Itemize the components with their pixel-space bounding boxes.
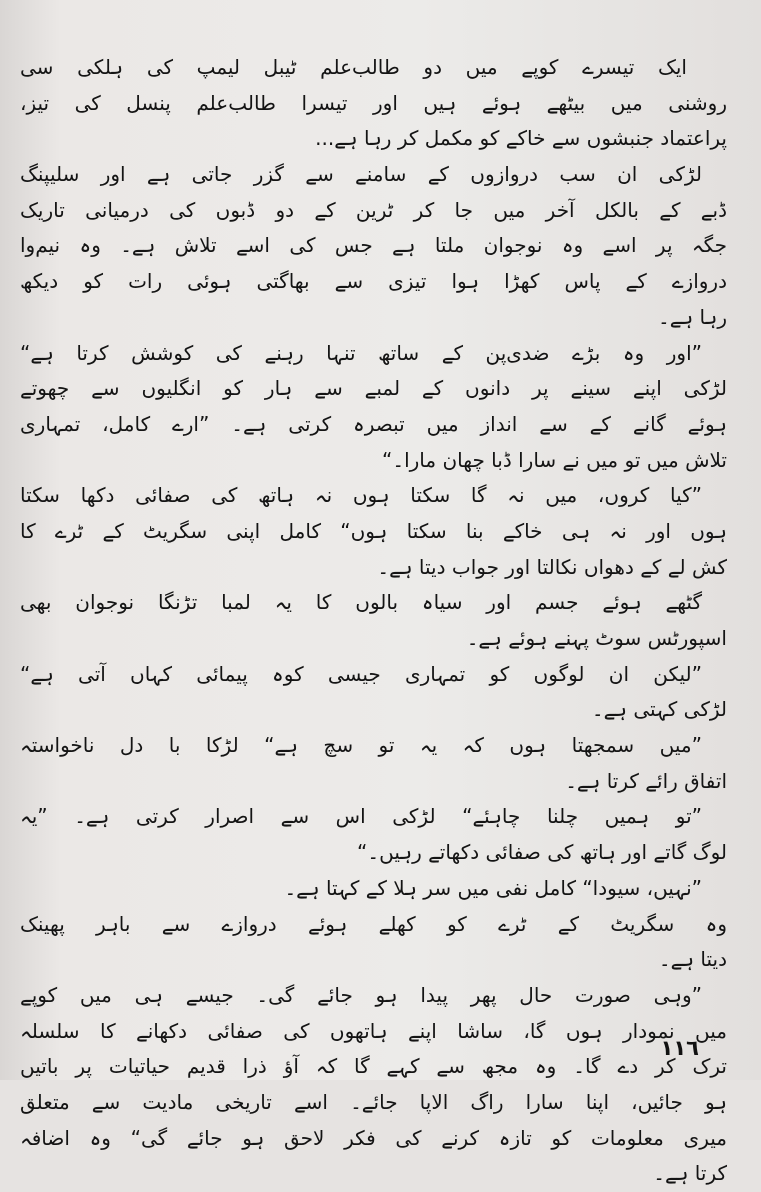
page-body-text <box>20 50 727 1192</box>
text-line: ”میں سمجھتا ہوں کہ یہ تو سچ ہے“ لڑکا با دل ناخواستہ <box>20 733 702 758</box>
text-line: لوگ گاتے اور ہاتھ کی صفائی دکھاتے رہیں۔“ <box>357 840 727 865</box>
text-line: ہوں اور نہ ہی خاکے بنا سکتا ہوں“ کامل اپنی سگریٹ کے ٹرے کا <box>20 518 727 543</box>
page-number: ١١٦ <box>660 1036 699 1060</box>
text-line: کش لے کے دھواں نکالتا اور جواب دیتا ہے۔ <box>377 554 727 579</box>
text-line: ”اور وہ بڑے ضدی‌پن کے ساتھ تنہا رہنے کی کوشش کرتا ہے“ <box>20 340 702 365</box>
text-line: وہ سگریٹ کے ٹرے کو کھلے ہوئے دروازے سے باہر پھینک <box>20 911 727 936</box>
text-line: ”تو ہمیں چلنا چاہئے“ لڑکی اس سے اصرار کرتی ہے۔ ”یہ <box>20 804 702 829</box>
text-line: ترک کر دے گا۔ وہ مجھ سے کہے گا کہ آؤ ذرا قدیم حیاتیات پر باتیں <box>20 1054 727 1079</box>
text-line: رہا ہے۔ <box>658 304 727 329</box>
text-line: ”وہی صورت حال پھر پیدا ہو جائے گی۔ جیسے ہی میں کوپے <box>20 982 702 1007</box>
text-line: لڑکی اپنے سینے پر دانوں کے لمبے سے ہار کو انگلیوں سے چھوتے <box>20 376 727 401</box>
text-line: جگہ پر اسے وہ نوجوان ملتا ہے جس کی اسے تلاش ہے۔ وہ نیم‌وا <box>20 233 727 258</box>
text-line: دیتا ہے۔ <box>658 947 727 972</box>
text-line: تلاش میں تو میں نے سارا ڈبا چھان مارا۔“ <box>382 447 727 472</box>
text-line: اسپورٹس سوٹ پہنے ہوئے ہے۔ <box>466 626 727 650</box>
text-line: ”کیا کروں، میں نہ گا سکتا ہوں نہ ہاتھ کی صفائی دکھا سکتا <box>20 483 702 508</box>
text-line: لڑکی کہتی ہے۔ <box>591 697 727 722</box>
text-line: پراعتماد جنبشوں سے خاکے کو مکمل کر رہا ہے... <box>315 126 727 151</box>
text-line: میں نمودار ہوں گا، ساشا اپنے ہاتھوں کی صفائی دکھانے کا سلسلہ <box>20 1018 727 1043</box>
text-line: ہو جائیں، اپنا سارا راگ الاپا جائے۔ اسے تاریخی مادیت سے متعلق <box>20 1089 727 1114</box>
text-line: میری معلومات کو تازہ کرنے کی فکر لاحق ہو جائے گی“ وہ اضافہ <box>20 1125 727 1150</box>
text-line: ہوئے گانے کے سے انداز میں تبصرہ کرتی ہے۔ ”ارے کامل، تمہاری <box>20 411 727 436</box>
text-line: ”نہیں، سیودا“ کامل نفی میں سر ہلا کے کہتا ہے۔ <box>284 875 702 900</box>
text-line: ڈبے کے بالکل آخر میں جا کر ٹرین کے دو ڈبوں کی درمیانی تاریک <box>20 197 727 222</box>
text-line: ”لیکن ان لوگوں کو تمہاری جیسی کوہ پیمائی کہاں آتی ہے“ <box>20 661 702 686</box>
text-line: ایک تیسرے کوپے میں دو طالب‌علم ٹیبل لیمپ کی ہلکی سی <box>20 55 687 79</box>
text-line: لڑکی ان سب دروازوں کے سامنے سے گزر جاتی ہے اور سلیپنگ <box>20 162 702 187</box>
text-line: روشنی میں بیٹھے ہوئے ہیں اور تیسرا طالب‌علم پنسل کی تیز، <box>20 90 727 115</box>
text-line: کرتا ہے۔ <box>653 1161 727 1186</box>
text-line: گٹھے ہوئے جسم اور سیاہ بالوں کا یہ لمبا تڑنگا نوجوان بھی <box>20 590 702 615</box>
text-line: اتفاق رائے کرتا ہے۔ <box>565 768 727 793</box>
text-line: دروازے کے پاس کھڑا ہوا تیزی سے بھاگتی ہوئی رات کو دیکھ <box>20 269 727 294</box>
